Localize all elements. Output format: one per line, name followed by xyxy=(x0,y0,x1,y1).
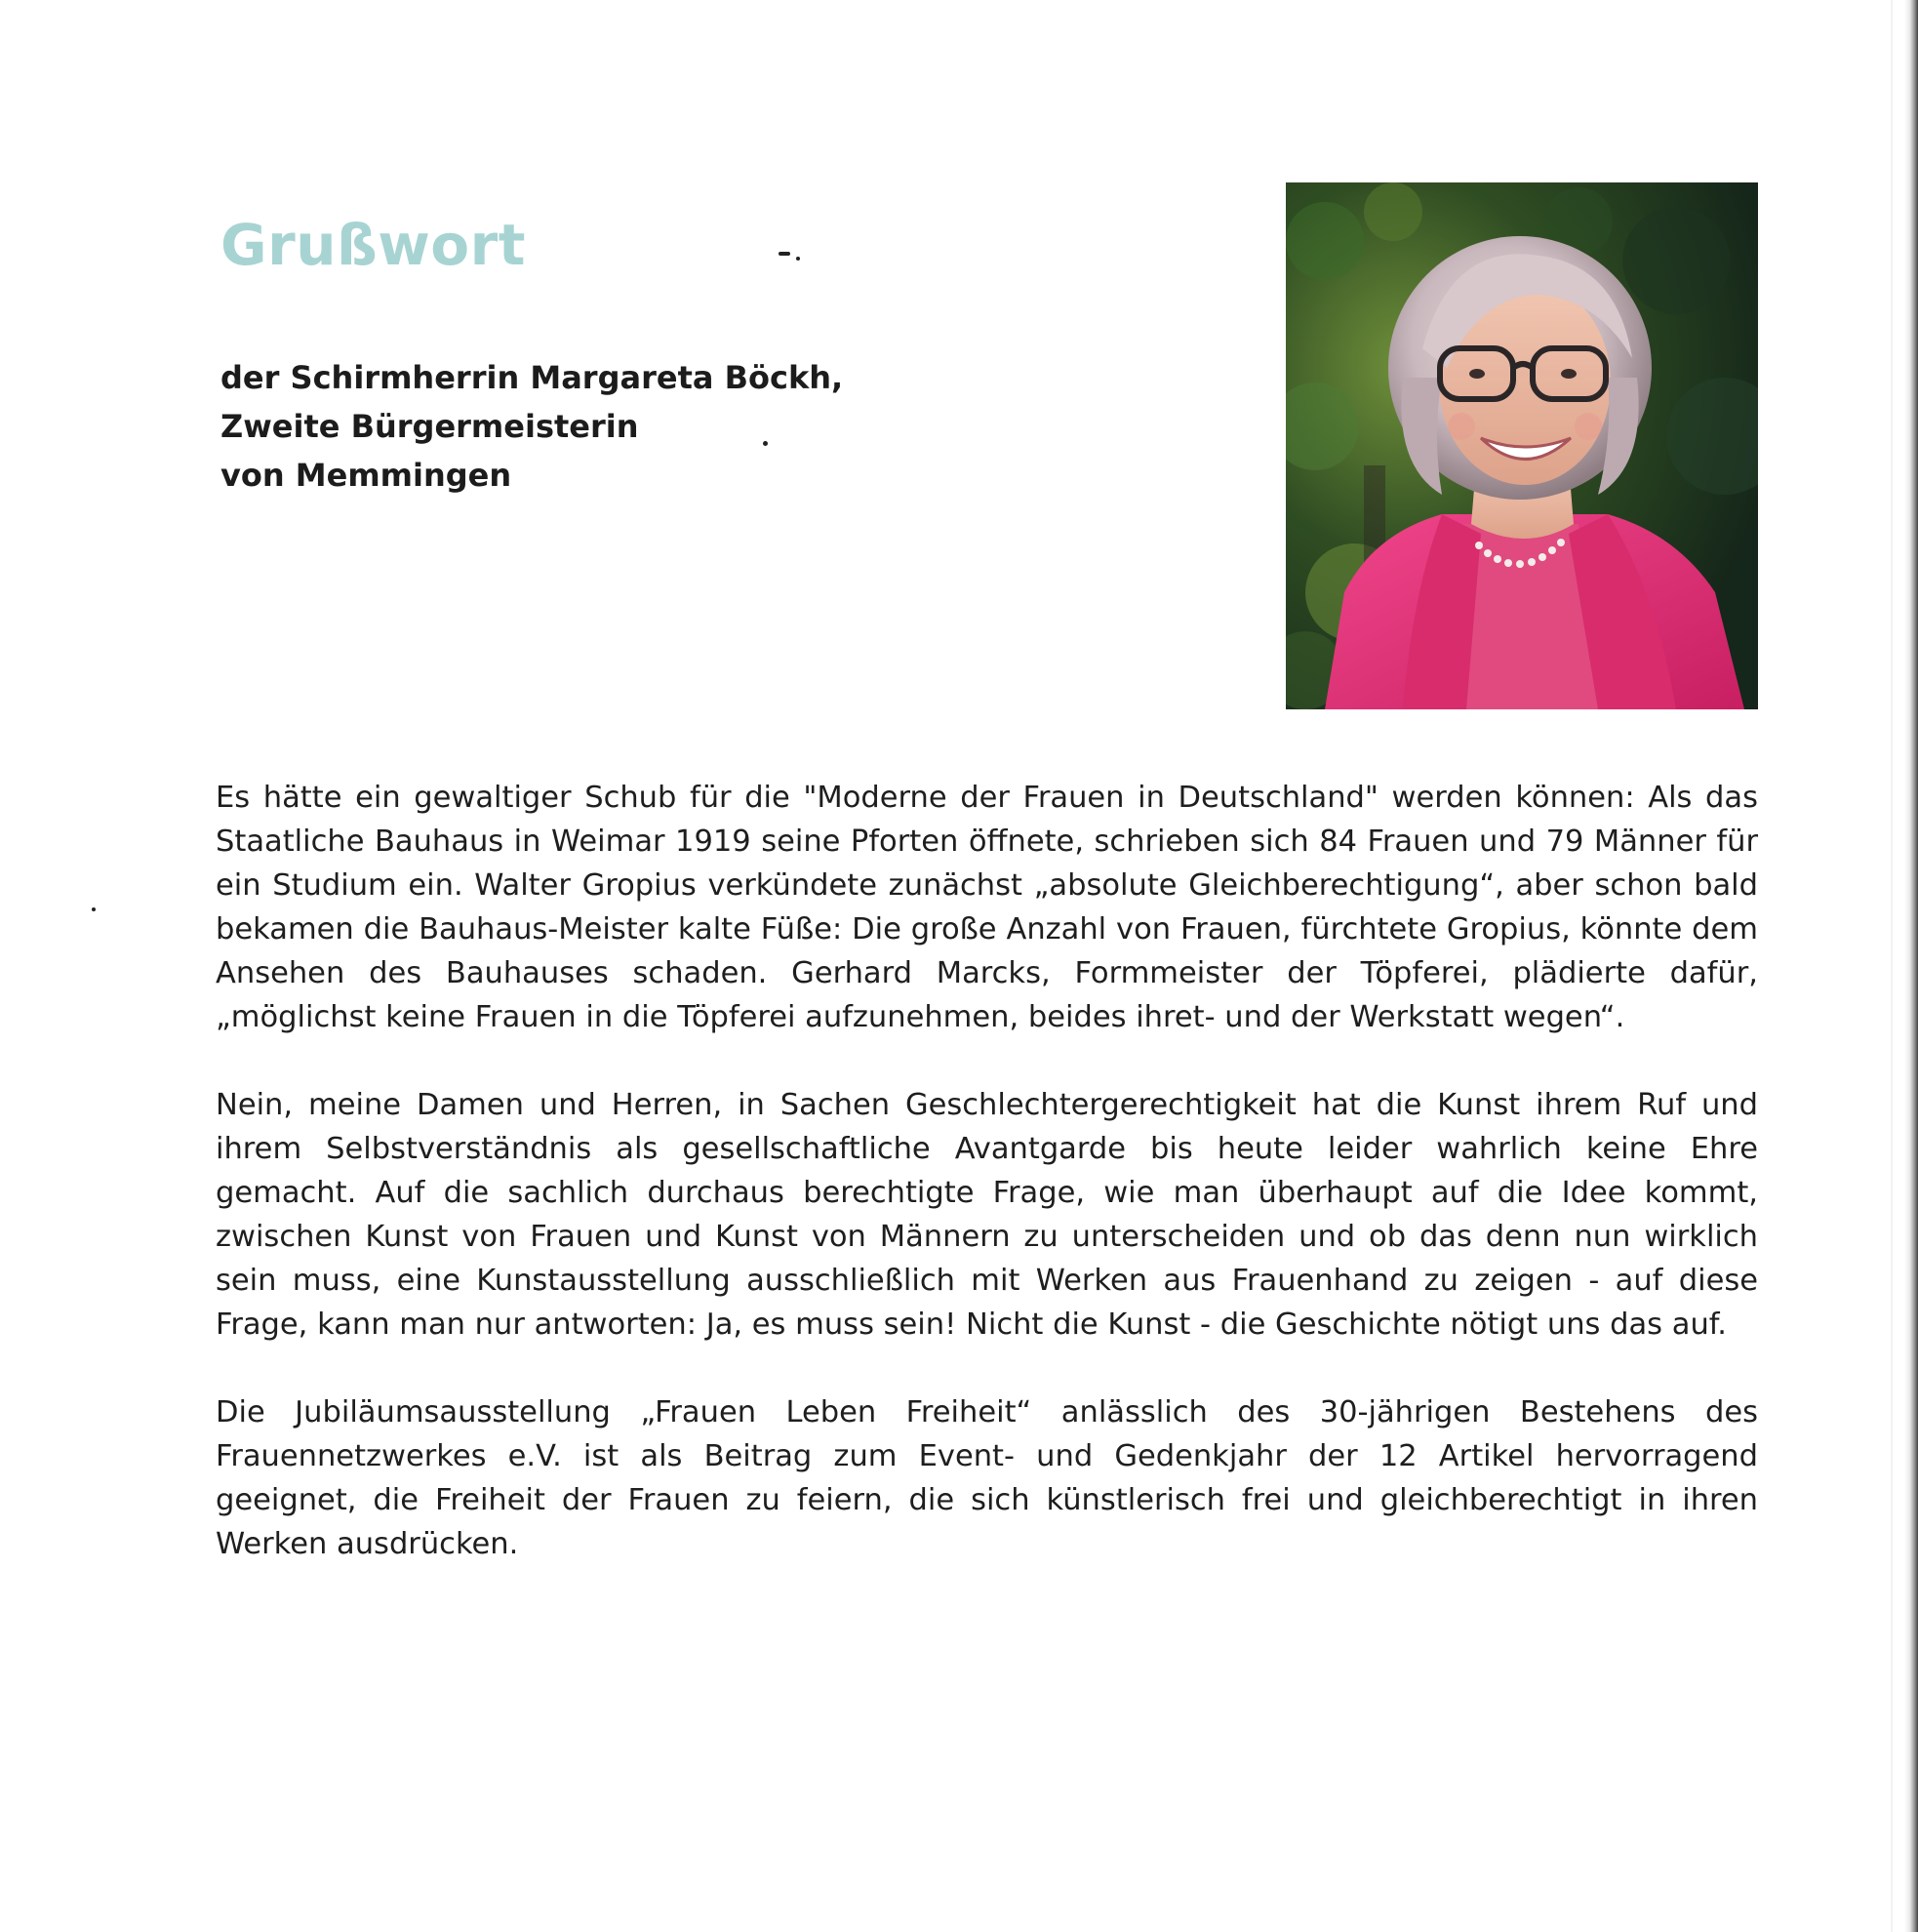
author-subtitle xyxy=(220,353,903,500)
portrait-photo xyxy=(1286,182,1758,709)
page-title: Grußwort xyxy=(220,212,526,278)
subtitle-line: von Memmingen xyxy=(220,457,512,494)
paragraph: Es hätte ein gewaltiger Schub für die "Moderne der Frauen in Deutschland" werden können: Als das Staatliche Bauhaus in Weimar 1919 seine Pforten öffnete, schrieben sich 84 Frauen und 79 Männer für ein Studium ein. Walter Gropius verkündete zunächst „absolute Gleichberechtigung“, aber schon bald bekamen die Bauhaus-Meister kalte Füße: Die große Anzahl von Frauen, fürchtete Gropius, könnte dem Ansehen des Bauhauses schaden. Gerhard Marcks, Formmeister der Töpferei, plädierte dafür, „möglichst keine Frauen in die Töpferei aufzunehmen, beides ihret- und der Werkstatt wegen“. xyxy=(216,781,1758,1034)
page-edge-shadow xyxy=(1904,0,1918,1932)
subtitle-line: der Schirmherrin Margareta Böckh, xyxy=(220,359,844,396)
page-edge-line xyxy=(1891,0,1893,1932)
subtitle-line: Zweite Bürgermeisterin xyxy=(220,408,639,445)
paragraph: Nein, meine Damen und Herren, in Sachen Geschlechtergerechtigkeit hat die Kunst ihrem Ruf und ihrem Selbstverständnis als gesellschaftliche Avantgarde bis heute leider wahrlich keine Ehre gemacht. Auf die sachlich durchaus berechtigte Frage, wie man überhaupt auf die Idee kommt, zwischen Kunst von Frauen und Kunst von Männern zu unterscheiden und ob das denn nun wirklich sein muss, eine Kunstausstellung ausschließlich mit Werken aus Frauenhand zu zeigen - auf diese Frage, kann man nur antworten: Ja, es muss sein! Nicht die Kunst - die Geschichte nötigt uns das auf. xyxy=(216,1088,1758,1342)
scan-speck xyxy=(763,441,768,446)
scan-speck xyxy=(779,252,790,256)
paragraph: Die Jubiläumsausstellung „Frauen Leben Freiheit“ anlässlich des 30-jährigen Bestehens des Frauennetzwerkes e.V. ist als Beitrag zum Event- und Gedenkjahr der 12 Artikel hervorragend geeignet, die Freiheit der Frauen zu feiern, die sich künstlerisch frei und gleichberechtigt in ihren Werken ausdrücken. xyxy=(216,1395,1758,1561)
portrait-illustration xyxy=(1286,182,1758,709)
article-body xyxy=(216,776,1758,1610)
scan-speck xyxy=(796,257,800,261)
scan-speck xyxy=(92,907,96,911)
